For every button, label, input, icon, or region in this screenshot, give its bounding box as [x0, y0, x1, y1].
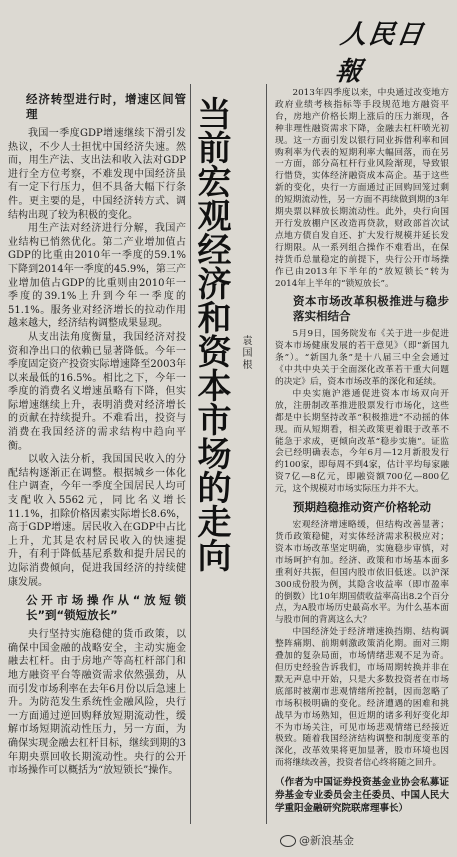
paragraph: 用生产法对经济进行分解，我国产业结构已悄然优化。第二产业增加值占GDP的比重由2010年一季度的59.1%下降到2014年一季度的45.9%，第三产业增加值占GDP的比重则由2010年一季度的39.1%上升到今年一季度的51.1%。服务业对经济增长的拉动作用越来越大，经济结构调整成果显现。: [8, 223, 186, 330]
paragraph: 中央实施沪港通促进资本市场双向开放，注册制改革推进股票发行市场化，这些都是中长期坚持改革“积极推进”不动摇的体现。而从短期看，相关政策更着眼于改革不能急于求成，更倾向改革“稳步实施”。证监会已经明确表态，今年6月—12月新股发行约100家，即每周不到4家，估计平均每家融资7亿—8亿元，即融资额700亿—800亿元，这个规模对市场实际压力并不大。: [275, 388, 449, 495]
author-note: （作者为中国证券投资基金业协会私募证券基金专业委员会主任委员、中国人民大学重阳金融研究院联席理事长）: [275, 777, 449, 815]
article-title: 当前宏观经济和资本市场的走向: [191, 96, 231, 572]
section-heading: 经济转型进行时，增速区间管理: [26, 92, 186, 121]
paragraph: 2013年四季度以来，中央通过改变地方政府业绩考核指标等手段规范地方融资平台，房地产价格长期上涨后的压力渐现，各种非理性融资需求下降，金融去杠杆喷光初现。这一方面引发以银行同业拆借利率和回购利率为代表的短期利率大幅回落，而在另一方面，部分高杠杆行业风险渐现，导致银行惜贷，实体经济融资成本高企。基于这些新的变化，央行一方面通过正回购回笼过剩的短期流动性，另一方面不再续做到期的3年期央票以释放长期流动性。此外，央行向国开行发放棚户区改造再贷款，财政部首次试点地方债自发自还、扩大发行规模并延长发行期限。从一系列组合操作不难看出，在保持货币总量稳定的前提下，央行公开市场操作已由2013年下半年的“放短锁长”转为2014年上半年的“锁短放长”。: [275, 88, 449, 289]
column-divider: [266, 84, 267, 824]
masthead-logo: 人民日報: [333, 20, 427, 87]
paragraph: 宏观经济增速略缓，但结构改善显著；货币政策稳健，对实体经济需求积极应对；资本市场改革坚定明确，实施稳步审慎，对市场呵护有加。经济、政策和市场基本面多重利好共振，但国内股市依旧低迷。以沪深300成份股为例，其隐含收益率（即市盈率的倒数）比10年期国债收益率高出8.2个百分点，为A股市场历史最高水平。为什么基本面与股市间的背离这么大？: [275, 520, 449, 626]
paragraph: 以收入法分析，我国国民收入的分配结构逐渐正在调整。根据城乡一体化住户调查，今年一季度全国居民人均可支配收入5562元，同比名义增长11.1%，扣除价格因素实际增长8.6%，高于GDP增速。居民收入在GDP中占比上升，尤其是农村居民收入的快速提升，有利于降低基尼系数和提升居民的边际消费倾向，促进我国经济的持续健康发展。: [8, 454, 186, 588]
right-column: [275, 88, 449, 815]
article-author: 袁国根: [240, 335, 251, 371]
paragraph: 我国一季度GDP增速继续下滑引发热议，不少人士担忧中国经济失速。然而，用生产法、支出法和收入法对GDP进行全方位考察，不难发现中国经济虽有一定下行压力，但不具备大幅下行条件。更主要的是，中国经济转方式、调结构出现了较为积极的变化。: [8, 128, 186, 221]
paragraph: 中国经济处于经济增速换挡期、结构调整阵痛期、前期刺激政策消化期。面对三期叠加的复杂局面，市场情绪悲观不足为奇。但历史经验告诉我们，市场周期转换并非在默无声息中开始，只是大多数投资者在市场底部时被潮市悲观情绪所控制，因而忽略了市场积极明确的变化。经济遭遇的困难和挑战早为市场熟知，但近期的诸多利好变化却不为市场关注，可见市场悲观情绪已经接近极致。随着我国经济结构调整和制度变革的深化，改革效果将更加显著，股市环境也因而将继续改善，投资者信心终将随之回升。: [275, 627, 449, 769]
column-divider: [190, 84, 191, 824]
paragraph: 从支出法角度衡量，我国经济对投资和净出口的依赖已显著降低。今年一季度固定资产投资实际增速降至2003年以来最低的16.5%。相比之下，今年一季度的消费名义增速虽略有下降，但实际增速继续上升，表明消费对经济增长的贡献在持续提升。不难看出，投资与消费在我国经济的需求结构中趋向平衡。: [8, 331, 186, 452]
paragraph: 央行坚持实施稳健的货币政策，以确保中国金融的战略安全，主动实施金融去杠杆。由于房地产等高杠杆部门和地方融资平台等融资需求依然强劲，从而引发市场利率在去年6月份以后急速上升。为防范发生系统性金融风险，央行一方面通过逆回购释放短期流动性，缓解市场短期流动性压力，另一方面，为确保实现金融去杠杆目标，继续到期的3年期央票回收长期流动性。央行的公开市场操作可以概括为“放短锁长”操作。: [8, 629, 186, 777]
section-heading: 公开市场操作从“放短锁长”到“锁短放长”: [26, 593, 186, 623]
left-column: [8, 88, 186, 778]
section-heading: 资本市场改革积极推进与稳步落实相结合: [293, 294, 449, 324]
weibo-eye-icon: [280, 835, 296, 847]
paragraph: 5月9日，国务院发布《关于进一步促进资本市场健康发展的若干意见》（即“新国九条”）。“新国九条”是十八届三中全会通过《中共中央关于全面深化改革若干重大问题的决定》后，资本市场改革的深化和延续。: [275, 329, 449, 388]
section-heading: 预期趋稳推动资产价格轮动: [293, 500, 431, 515]
weibo-watermark: [280, 832, 354, 848]
watermark-text: @新浪基金: [299, 834, 354, 847]
